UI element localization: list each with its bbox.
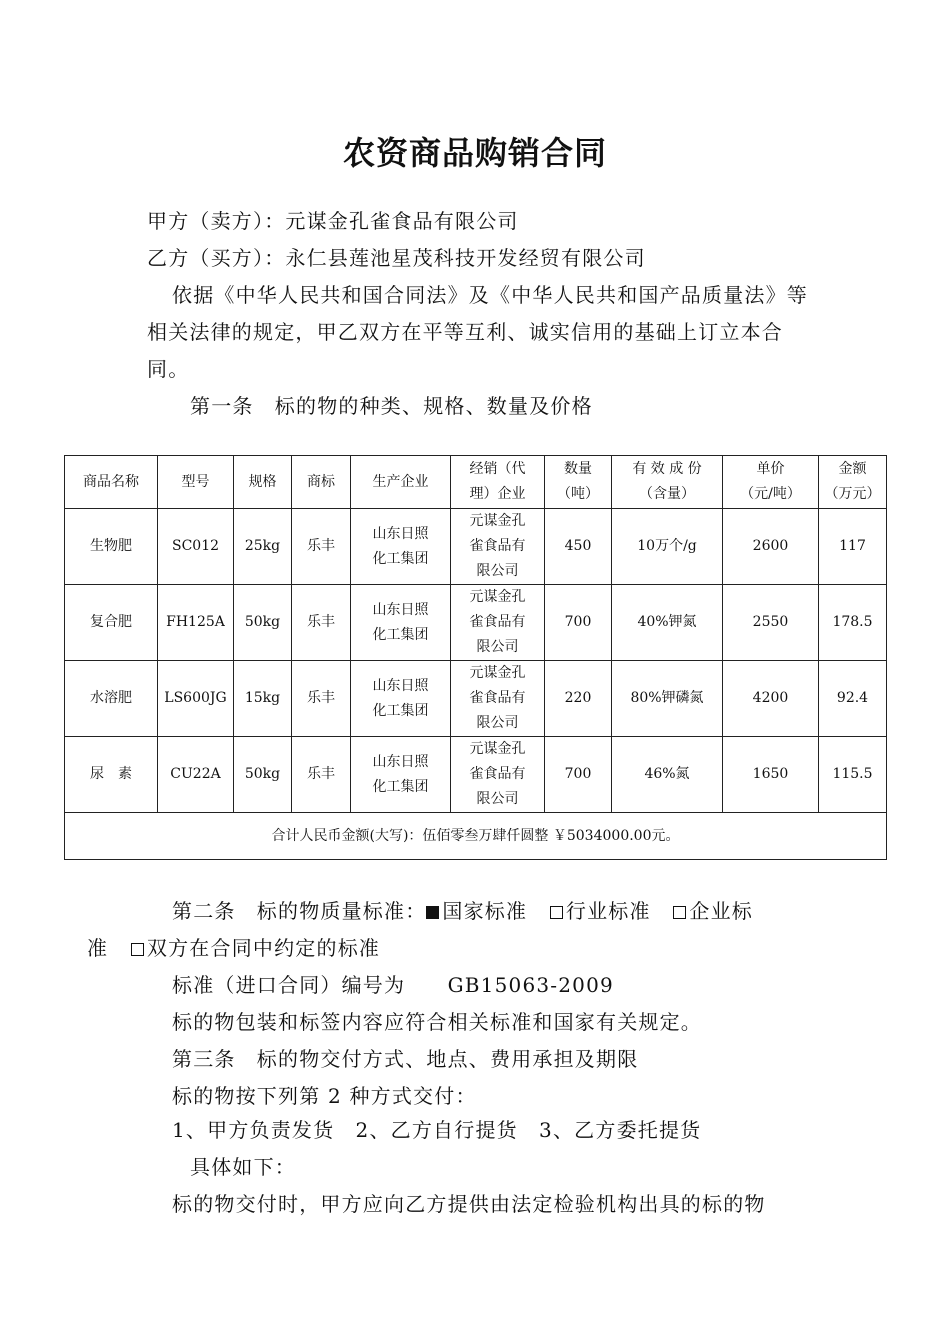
cell-dealer: 元谋金孔 雀食品有 限公司 [451, 509, 545, 585]
delivery-options: 1、甲方负责发货 2、乙方自行提货 3、乙方委托提货 [172, 1118, 702, 1142]
cell-name: 水溶肥 [65, 661, 158, 737]
table-row [65, 509, 887, 585]
cell-maker: 山东日照 化工集团 [351, 661, 451, 737]
header-dealer: 经销（代 理）企业 [451, 456, 545, 509]
option-enterprise-standard[interactable]: 企业标 [673, 895, 753, 924]
details-heading: 具体如下： [190, 1155, 296, 1179]
checkbox-icon [550, 906, 563, 919]
article-2-lead: 第二条 标的物质量标准： [172, 899, 427, 923]
party-b: 乙方（买方）：永仁县莲池星茂科技开发经贸有限公司 [147, 246, 646, 270]
cell-name: 尿 素 [65, 737, 158, 813]
cell-name: 生物肥 [65, 509, 158, 585]
table-total-row [65, 813, 887, 860]
header-model: 型号 [158, 456, 234, 509]
delivery-inspection-line: 标的物交付时，甲方应向乙方提供由法定检验机构出具的标的物 [172, 1192, 766, 1216]
checkbox-icon [673, 906, 686, 919]
cell-content: 46%氮 [612, 737, 723, 813]
cell-amount: 117 [819, 509, 887, 585]
cell-spec: 15kg [234, 661, 292, 737]
header-qty: 数量 （吨） [545, 456, 612, 509]
article-1-heading: 第一条 标的物的种类、规格、数量及价格 [190, 394, 593, 418]
table-row [65, 737, 887, 813]
option-mutual-standard[interactable]: 双方在合同中约定的标准 [131, 932, 380, 961]
header-price: 单价 （元/吨） [723, 456, 819, 509]
cell-content: 80%钾磷氮 [612, 661, 723, 737]
article-2-line-2 [87, 932, 380, 961]
table-row [65, 661, 887, 737]
cell-qty: 700 [545, 737, 612, 813]
header-content: 有 效 成 份 （含量） [612, 456, 723, 509]
intro-line-2: 相关法律的规定，甲乙双方在平等互利、诚实信用的基础上订立本合 [147, 320, 783, 344]
cell-model: SC012 [158, 509, 234, 585]
article-3-heading: 第三条 标的物交付方式、地点、费用承担及期限 [172, 1047, 639, 1071]
cell-price: 2550 [723, 585, 819, 661]
cell-dealer: 元谋金孔 雀食品有 限公司 [451, 661, 545, 737]
cell-spec: 50kg [234, 585, 292, 661]
cell-brand: 乐丰 [292, 661, 351, 737]
table-header-row [65, 456, 887, 509]
option-industry-standard[interactable]: 行业标准 [550, 895, 651, 924]
option-national-standard[interactable]: 国家标准 [426, 895, 527, 924]
cell-maker: 山东日照 化工集团 [351, 509, 451, 585]
cell-dealer: 元谋金孔 雀食品有 限公司 [451, 737, 545, 813]
checked-box-icon [426, 906, 439, 919]
cell-qty: 450 [545, 509, 612, 585]
cell-spec: 25kg [234, 509, 292, 585]
cell-model: LS600JG [158, 661, 234, 737]
cell-amount: 115.5 [819, 737, 887, 813]
cell-spec: 50kg [234, 737, 292, 813]
intro-line-1: 依据《中华人民共和国合同法》及《中华人民共和国产品质量法》等 [172, 283, 808, 307]
header-maker: 生产企业 [351, 456, 451, 509]
cell-content: 10万个/g [612, 509, 723, 585]
article-2-line-1 [172, 895, 753, 924]
header-name: 商品名称 [65, 456, 158, 509]
cell-qty: 700 [545, 585, 612, 661]
cell-model: CU22A [158, 737, 234, 813]
delivery-mode: 标的物按下列第 2 种方式交付： [172, 1084, 477, 1108]
cell-qty: 220 [545, 661, 612, 737]
cell-brand: 乐丰 [292, 585, 351, 661]
packaging-clause: 标的物包装和标签内容应符合相关标准和国家有关规定。 [172, 1010, 702, 1034]
cell-name: 复合肥 [65, 585, 158, 661]
standard-number: 标准（进口合同）编号为 GB15063-2009 [172, 973, 614, 997]
cell-maker: 山东日照 化工集团 [351, 585, 451, 661]
cell-price: 4200 [723, 661, 819, 737]
total-amount: 合计人民币金额(大写)：伍佰零叁万肆仟圆整 ￥5034000.00元。 [65, 813, 887, 860]
intro-line-3: 同。 [147, 357, 190, 381]
cell-maker: 山东日照 化工集团 [351, 737, 451, 813]
header-brand: 商标 [292, 456, 351, 509]
cell-model: FH125A [158, 585, 234, 661]
cell-amount: 92.4 [819, 661, 887, 737]
cell-amount: 178.5 [819, 585, 887, 661]
cell-content: 40%钾氮 [612, 585, 723, 661]
table-row [65, 585, 887, 661]
cell-price: 2600 [723, 509, 819, 585]
contract-title: 农资商品购销合同 [342, 134, 607, 172]
enterprise-standard-tail: 准 [87, 936, 109, 960]
checkbox-icon [131, 943, 144, 956]
party-a: 甲方（卖方）：元谋金孔雀食品有限公司 [147, 209, 519, 233]
cell-brand: 乐丰 [292, 737, 351, 813]
cell-price: 1650 [723, 737, 819, 813]
goods-table [64, 455, 887, 860]
cell-dealer: 元谋金孔 雀食品有 限公司 [451, 585, 545, 661]
header-amount: 金额 （万元） [819, 456, 887, 509]
header-spec: 规格 [234, 456, 292, 509]
cell-brand: 乐丰 [292, 509, 351, 585]
